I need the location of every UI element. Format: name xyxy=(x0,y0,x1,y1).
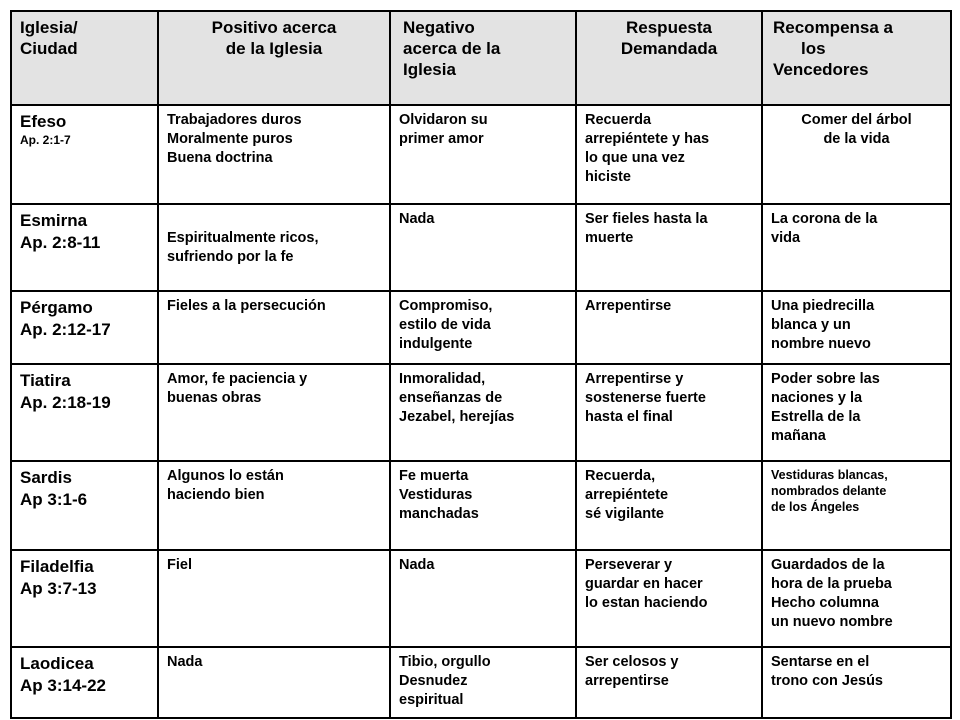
response-cell: Perseverar y guardar en hacer lo estan haciendo xyxy=(576,550,762,647)
reward-cell: Sentarse en el trono con Jesús xyxy=(762,647,951,718)
header-reward: Recompensa a los Vencedores xyxy=(762,11,951,105)
church-cell xyxy=(11,105,158,204)
header-positive: Positivo acerca de la Iglesia xyxy=(158,11,390,105)
church-name: Filadelfia xyxy=(20,557,94,576)
negative-cell: Nada xyxy=(390,550,576,647)
scripture-reference: Ap. 2:18-19 xyxy=(20,393,111,412)
church-name: Pérgamo xyxy=(20,298,93,317)
scripture-reference: Ap 3:1-6 xyxy=(20,490,88,509)
response-cell: Recuerda arrepiéntete y has lo que una vez hiciste xyxy=(576,105,762,204)
negative-cell: Compromiso, estilo de vida indulgente xyxy=(390,291,576,364)
header-church-city: Iglesia/ Ciudad xyxy=(11,11,158,105)
church-name: Laodicea xyxy=(20,654,94,673)
header-row xyxy=(11,11,951,105)
church-cell xyxy=(11,204,158,291)
negative-cell: Fe muerta Vestiduras manchadas xyxy=(390,461,576,550)
table-row xyxy=(11,647,951,718)
response-cell: Ser fieles hasta la muerte xyxy=(576,204,762,291)
response-cell: Arrepentirse y sostenerse fuerte hasta el final xyxy=(576,364,762,461)
scripture-reference: Ap 3:14-22 xyxy=(20,676,106,695)
negative-cell: Tibio, orgullo Desnudez espiritual xyxy=(390,647,576,718)
table-row xyxy=(11,364,951,461)
positive-cell: Fieles a la persecución xyxy=(158,291,390,364)
positive-cell: Nada xyxy=(158,647,390,718)
reward-cell: La corona de la vida xyxy=(762,204,951,291)
church-cell xyxy=(11,364,158,461)
table-row xyxy=(11,461,951,550)
header-response: Respuesta Demandada xyxy=(576,11,762,105)
church-name: Efeso xyxy=(20,112,67,131)
reward-cell: Poder sobre las naciones y la Estrella de la mañana xyxy=(762,364,951,461)
table-row xyxy=(11,105,951,204)
negative-cell: Olvidaron su primer amor xyxy=(390,105,576,204)
table-row xyxy=(11,291,951,364)
table-row xyxy=(11,550,951,647)
scripture-reference: Ap. 2:12-17 xyxy=(20,320,111,339)
response-cell: Arrepentirse xyxy=(576,291,762,364)
scripture-reference: Ap. 2:8-11 xyxy=(20,233,101,252)
response-cell: Recuerda, arrepiéntete sé vigilante xyxy=(576,461,762,550)
reward-cell: Una piedrecilla blanca y un nombre nuevo xyxy=(762,291,951,364)
positive-cell: Fiel xyxy=(158,550,390,647)
reward-cell: Comer del árbol de la vida xyxy=(762,105,951,204)
churches-table xyxy=(10,10,952,719)
reward-cell: Vestiduras blancas, nombrados delante de los Ángeles xyxy=(762,461,951,550)
church-cell xyxy=(11,291,158,364)
church-cell xyxy=(11,550,158,647)
church-name: Esmirna xyxy=(20,211,88,230)
church-cell xyxy=(11,647,158,718)
positive-cell: Espiritualmente ricos, sufriendo por la fe xyxy=(158,204,390,291)
scripture-reference: Ap 3:7-13 xyxy=(20,579,97,598)
church-name: Sardis xyxy=(20,468,72,487)
response-cell: Ser celosos y arrepentirse xyxy=(576,647,762,718)
reward-cell: Guardados de la hora de la prueba Hecho columna un nuevo nombre xyxy=(762,550,951,647)
church-cell xyxy=(11,461,158,550)
negative-cell: Inmoralidad, enseñanzas de Jezabel, herejías xyxy=(390,364,576,461)
scripture-reference: Ap. 2:1-7 xyxy=(20,133,71,147)
church-name: Tiatira xyxy=(20,371,71,390)
table-row xyxy=(11,204,951,291)
negative-cell: Nada xyxy=(390,204,576,291)
header-negative: Negativo acerca de la Iglesia xyxy=(390,11,576,105)
positive-cell: Amor, fe paciencia y buenas obras xyxy=(158,364,390,461)
positive-cell: Algunos lo están haciendo bien xyxy=(158,461,390,550)
positive-cell: Trabajadores duros Moralmente puros Buena doctrina xyxy=(158,105,390,204)
